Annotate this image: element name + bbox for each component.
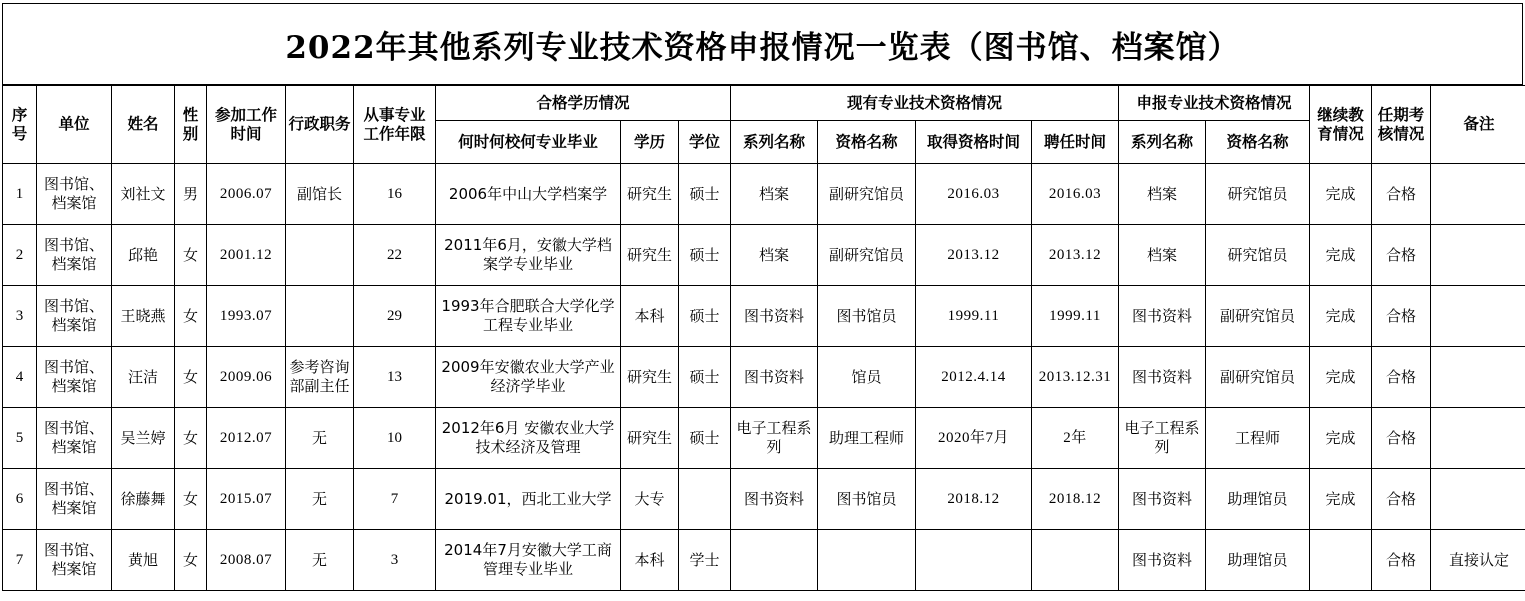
header-years: 从事专业工作年限 [354,86,436,164]
cell-admin-post: 副馆长 [286,164,354,225]
header-apply-group: 申报专业技术资格情况 [1119,86,1310,121]
header-row-1 [3,86,1525,121]
header-edu-school: 何时何校何专业毕业 [436,121,621,164]
cell-years: 22 [354,225,436,286]
cell-app-series: 档案 [1119,164,1206,225]
header-start-work: 参加工作时间 [207,86,286,164]
cell-cur-hire: 2013.12 [1032,225,1119,286]
cell-cont-edu: 完成 [1310,225,1372,286]
cell-name: 吴兰婷 [112,408,175,469]
cell-admin-post: 无 [286,530,354,591]
cell-degree: 学士 [679,530,731,591]
cell-app-series: 图书资料 [1119,469,1206,530]
table-row [3,530,1525,591]
table-title: 2022年其他系列专业技术资格申报情况一览表（图书馆、档案馆） [2,3,1523,85]
cell-school: 2011年6月，安徽大学档案学专业毕业 [436,225,621,286]
header-edu-group: 合格学历情况 [436,86,731,121]
cell-cur-obtain: 2013.12 [916,225,1032,286]
cell-gender: 男 [175,164,207,225]
header-unit: 单位 [37,86,112,164]
cell-index: 1 [3,164,37,225]
cell-cur-series: 电子工程系列 [731,408,818,469]
cell-cur-qual [818,530,916,591]
cell-name: 徐藤舞 [112,469,175,530]
cell-degree: 硕士 [679,286,731,347]
header-index: 序号 [3,86,37,164]
qualification-table [2,85,1525,591]
cell-cur-obtain: 2018.12 [916,469,1032,530]
cell-unit: 图书馆、档案馆 [37,225,112,286]
cell-cont-edu [1310,530,1372,591]
cell-cur-hire: 1999.11 [1032,286,1119,347]
cell-start-work: 2006.07 [207,164,286,225]
cell-start-work: 2012.07 [207,408,286,469]
cell-degree [679,469,731,530]
cell-unit: 图书馆、档案馆 [37,469,112,530]
cell-app-qual: 助理馆员 [1206,530,1310,591]
cell-name: 刘社文 [112,164,175,225]
cell-cur-obtain: 2020年7月 [916,408,1032,469]
cell-remark: 直接认定 [1431,530,1525,591]
table-row [3,408,1525,469]
cell-index: 4 [3,347,37,408]
cell-unit: 图书馆、档案馆 [37,530,112,591]
header-cur-obtain: 取得资格时间 [916,121,1032,164]
cell-years: 3 [354,530,436,591]
cell-admin-post [286,286,354,347]
spreadsheet [2,3,1523,591]
cell-start-work: 2009.06 [207,347,286,408]
cell-cur-series: 档案 [731,164,818,225]
cell-cur-hire: 2013.12.31 [1032,347,1119,408]
header-app-series: 系列名称 [1119,121,1206,164]
cell-app-qual: 副研究馆员 [1206,347,1310,408]
cell-unit: 图书馆、档案馆 [37,408,112,469]
header-edu-level: 学历 [621,121,679,164]
cell-cur-qual: 图书馆员 [818,286,916,347]
header-app-qual: 资格名称 [1206,121,1310,164]
cell-degree: 硕士 [679,225,731,286]
cell-cur-qual: 图书馆员 [818,469,916,530]
cell-years: 29 [354,286,436,347]
cell-cur-hire: 2年 [1032,408,1119,469]
header-assessment: 任期考核情况 [1372,86,1431,164]
cell-index: 5 [3,408,37,469]
cell-cur-hire: 2016.03 [1032,164,1119,225]
header-edu-degree: 学位 [679,121,731,164]
cell-cont-edu: 完成 [1310,469,1372,530]
cell-cur-series: 图书资料 [731,469,818,530]
cell-gender: 女 [175,225,207,286]
cell-start-work: 1993.07 [207,286,286,347]
table-row [3,225,1525,286]
cell-start-work: 2008.07 [207,530,286,591]
table-row [3,347,1525,408]
cell-years: 10 [354,408,436,469]
header-gender: 性别 [175,86,207,164]
cell-assessment: 合格 [1372,286,1431,347]
cell-remark [1431,225,1525,286]
cell-edu: 本科 [621,530,679,591]
cell-school: 2019.01，西北工业大学 [436,469,621,530]
cell-cur-series [731,530,818,591]
cell-index: 2 [3,225,37,286]
header-cont-edu: 继续教育情况 [1310,86,1372,164]
header-current-group: 现有专业技术资格情况 [731,86,1119,121]
cell-cur-qual: 副研究馆员 [818,164,916,225]
cell-name: 黄旭 [112,530,175,591]
cell-cur-series: 图书资料 [731,286,818,347]
cell-name: 汪洁 [112,347,175,408]
cell-school: 2012年6月 安徽农业大学技术经济及管理 [436,408,621,469]
cell-app-series: 图书资料 [1119,286,1206,347]
cell-gender: 女 [175,347,207,408]
cell-admin-post: 参考咨询部副主任 [286,347,354,408]
cell-school: 2009年安徽农业大学产业经济学毕业 [436,347,621,408]
cell-unit: 图书馆、档案馆 [37,286,112,347]
cell-remark [1431,408,1525,469]
cell-app-series: 档案 [1119,225,1206,286]
header-cur-series: 系列名称 [731,121,818,164]
cell-index: 7 [3,530,37,591]
cell-remark [1431,164,1525,225]
header-cur-hire: 聘任时间 [1032,121,1119,164]
cell-cont-edu: 完成 [1310,164,1372,225]
cell-assessment: 合格 [1372,408,1431,469]
cell-app-qual: 工程师 [1206,408,1310,469]
cell-edu: 研究生 [621,164,679,225]
cell-gender: 女 [175,530,207,591]
cell-name: 邱艳 [112,225,175,286]
cell-unit: 图书馆、档案馆 [37,347,112,408]
cell-cur-series: 档案 [731,225,818,286]
cell-assessment: 合格 [1372,164,1431,225]
cell-cont-edu: 完成 [1310,286,1372,347]
cell-cur-hire: 2018.12 [1032,469,1119,530]
cell-cur-qual: 副研究馆员 [818,225,916,286]
cell-app-series: 图书资料 [1119,530,1206,591]
cell-assessment: 合格 [1372,225,1431,286]
cell-cur-series: 图书资料 [731,347,818,408]
cell-unit: 图书馆、档案馆 [37,164,112,225]
cell-gender: 女 [175,286,207,347]
cell-cur-obtain [916,530,1032,591]
cell-years: 13 [354,347,436,408]
cell-years: 7 [354,469,436,530]
cell-start-work: 2015.07 [207,469,286,530]
cell-degree: 硕士 [679,347,731,408]
cell-school: 2014年7月安徽大学工商管理专业毕业 [436,530,621,591]
cell-app-series: 电子工程系列 [1119,408,1206,469]
cell-start-work: 2001.12 [207,225,286,286]
cell-name: 王晓燕 [112,286,175,347]
cell-cur-obtain: 1999.11 [916,286,1032,347]
cell-assessment: 合格 [1372,469,1431,530]
cell-cont-edu: 完成 [1310,408,1372,469]
cell-school: 1993年合肥联合大学化学工程专业毕业 [436,286,621,347]
cell-app-qual: 研究馆员 [1206,225,1310,286]
cell-school: 2006年中山大学档案学 [436,164,621,225]
cell-admin-post: 无 [286,408,354,469]
cell-app-series: 图书资料 [1119,347,1206,408]
cell-assessment: 合格 [1372,530,1431,591]
table-row [3,164,1525,225]
cell-cur-obtain: 2016.03 [916,164,1032,225]
cell-cur-qual: 助理工程师 [818,408,916,469]
cell-years: 16 [354,164,436,225]
cell-edu: 研究生 [621,347,679,408]
cell-edu: 研究生 [621,225,679,286]
cell-cont-edu: 完成 [1310,347,1372,408]
cell-app-qual: 副研究馆员 [1206,286,1310,347]
cell-remark [1431,286,1525,347]
cell-cur-qual: 馆员 [818,347,916,408]
cell-gender: 女 [175,469,207,530]
cell-remark [1431,347,1525,408]
cell-cur-hire [1032,530,1119,591]
header-cur-qual: 资格名称 [818,121,916,164]
cell-remark [1431,469,1525,530]
cell-edu: 本科 [621,286,679,347]
header-remark: 备注 [1431,86,1525,164]
cell-cur-obtain: 2012.4.14 [916,347,1032,408]
header-name: 姓名 [112,86,175,164]
cell-admin-post [286,225,354,286]
cell-admin-post: 无 [286,469,354,530]
header-admin-post: 行政职务 [286,86,354,164]
cell-degree: 硕士 [679,408,731,469]
cell-edu: 大专 [621,469,679,530]
cell-edu: 研究生 [621,408,679,469]
cell-degree: 硕士 [679,164,731,225]
table-row [3,286,1525,347]
cell-app-qual: 研究馆员 [1206,164,1310,225]
cell-index: 6 [3,469,37,530]
cell-app-qual: 助理馆员 [1206,469,1310,530]
cell-gender: 女 [175,408,207,469]
table-row [3,469,1525,530]
cell-assessment: 合格 [1372,347,1431,408]
cell-index: 3 [3,286,37,347]
